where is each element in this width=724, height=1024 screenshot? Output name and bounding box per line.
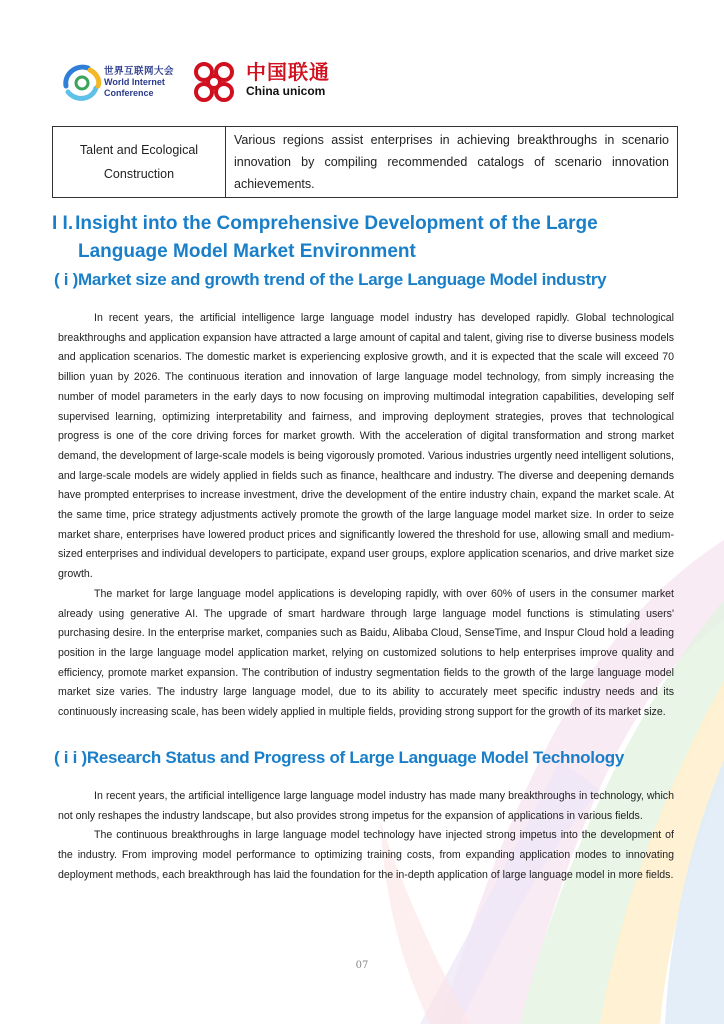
wic-name-cn: 世界互联网大会 xyxy=(104,66,175,77)
paragraph: In recent years, the artificial intelligence large language model industry has developed rapidly. Global technological breakthroughs and application expansion have attracted a large amount of capital and talent, giving rise to diverse business models and application scenarios. The domestic market is experiencing explosive growth, and it is expected that the scale will exceed 70 billion yuan by 2026. The continuous iteration and innovation of large language model technology, from simply increasing the number of model parameters in the early days to now focusing on improving multimodal integration capabilities, developing self supervised learning, optimizing interpretability and fairness, and improving deployment strategies, proves that technological progress is one of the core driving forces for market growth. With the acceleration of digital transformation and strong market demand, the development of large-scale models is being vigorously promoted. Various industries urgently need intelligent solutions, and large-scale models are widely applied in fields such as finance, healthcare and industry. The diverse and deepening demands have prompted enterprises to increase investment, drive the development of the entire industry chain, expand the market scale. At the same time, price strategy adjustments actively promote the growth of the large language model market size. In order to seize market share, enterprises have lowered product prices and significantly lowered the threshold for use, allowing small and medium-sized enterprises and individual developers to participate, expand user groups, explore application scenarios, and drive market size growth. xyxy=(58,312,674,581)
section-number: I I. xyxy=(52,213,74,234)
china-unicom-knot-icon xyxy=(188,58,240,106)
table-text-cell: Various regions assist enterprises in achieving breakthroughs in scenario innovation by compiling recommended catalogs of scenario innovation achievements. xyxy=(226,127,678,198)
subsection-heading-1: ( i )Market size and growth trend of the Large Language Model industry xyxy=(54,270,607,289)
section-heading xyxy=(52,210,652,266)
wic-name-en-2: Conference xyxy=(104,88,154,98)
table-label-cell: Talent and Ecological Construction xyxy=(53,127,226,198)
subsection-2-body xyxy=(58,787,674,886)
paragraph: In recent years, the artificial intelligence large language model industry has made many breakthroughs in technology, which not only reshapes the industry landscape, but also provides strong impetus for the expansion of applications in various fields. xyxy=(58,790,674,822)
paragraph: The market for large language model applications is developing rapidly, with over 60% of users in the consumer market already using generative AI. The upgrade of smart hardware through large language model functions is stimulating users' purchasing desire. In the enterprise market, companies such as Baidu, Alibaba Cloud, SenseTime, and Inspur Cloud hold a leading position in the large language model application market, relying on customized solutions to help enterprises improve quality and efficiency, promote market expansion. The contribution of industry segmentation fields to the growth of the large language model market size varies. The industry large language model, due to its ability to accurately meet specific industry needs and its continuously increasing scale, has been widely applied in multiple fields, providing strong support for the growth of its market size. xyxy=(58,587,674,719)
wic-name xyxy=(104,66,194,99)
world-internet-conference-logo-icon xyxy=(60,60,104,104)
table-row xyxy=(53,127,678,198)
unicom-name-cn: 中国联通 xyxy=(246,62,330,84)
china-unicom-name xyxy=(246,62,356,98)
measures-table xyxy=(52,126,678,198)
subsection-heading-2: ( i i )Research Status and Progress of Large Language Model Technology xyxy=(54,748,625,767)
wic-name-en-1: World Internet xyxy=(104,77,165,87)
page-number: 07 xyxy=(355,960,369,971)
subsection-1-body xyxy=(58,309,674,723)
section-title-line2: Language Model Market Environment xyxy=(78,241,416,262)
unicom-name-en: China unicom xyxy=(246,84,326,98)
paragraph: The continuous breakthroughs in large language model technology have injected strong impetus into the development of the industry. From improving model performance to optimizing training costs, from expanding application modes to innovating deployment methods, each breakthrough has laid the foundation for the in-depth application of large language model in more fields. xyxy=(58,829,674,881)
section-title-line1: Insight into the Comprehensive Development of the Large xyxy=(75,213,598,234)
